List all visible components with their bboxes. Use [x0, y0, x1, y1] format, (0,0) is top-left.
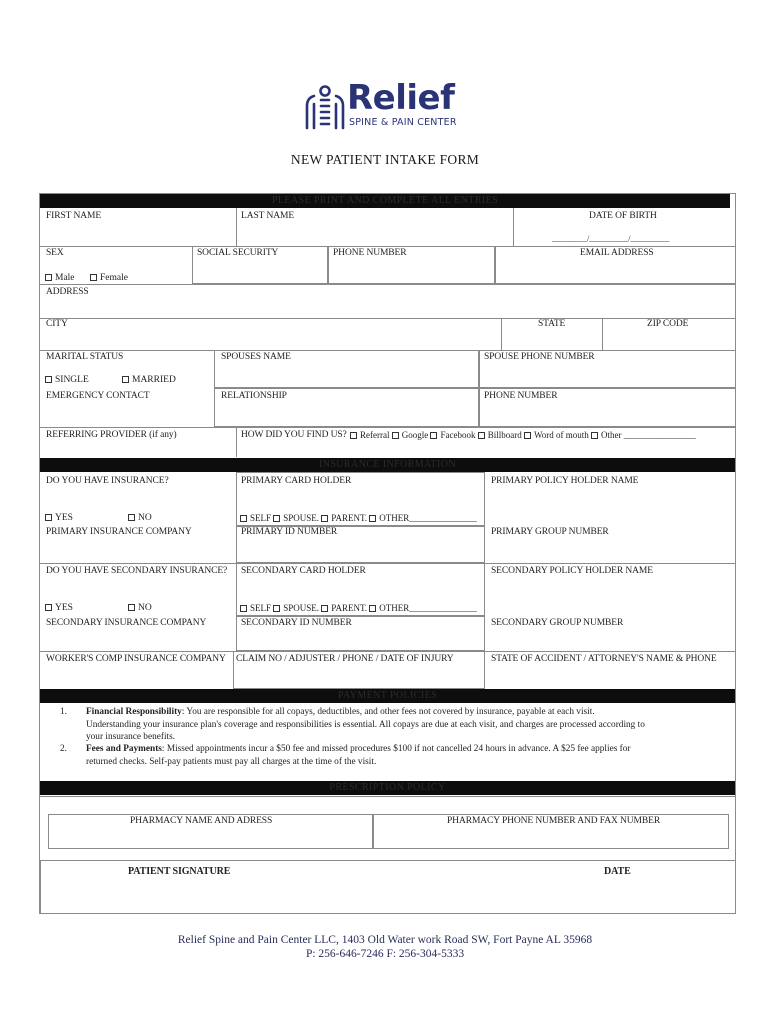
- primary-group-label: PRIMARY GROUP NUMBER: [491, 527, 609, 537]
- workers-comp-label: WORKER'S COMP INSURANCE COMPANY: [46, 654, 226, 664]
- find-us-label: HOW DID YOU FIND US?: [241, 430, 347, 440]
- logo-subtitle: SPINE & PAIN CENTER: [349, 117, 457, 128]
- dob-blank[interactable]: _________/__________/__________: [552, 234, 670, 243]
- dob-label: DATE OF BIRTH: [589, 211, 657, 221]
- footer-phone: P: 256-646-7246 F: 256-304-5333: [305, 948, 465, 960]
- checkbox-icon: [45, 514, 52, 521]
- checkbox-icon: [240, 515, 247, 522]
- no-option[interactable]: NO: [128, 513, 152, 523]
- pharmacy-name-label: PHARMACY NAME AND ADRESS: [130, 816, 273, 826]
- section-header-personal: PLEASE PRINT AND COMPLETE ALL ENTRIES: [40, 194, 730, 208]
- address-label: ADDRESS: [46, 287, 89, 297]
- checkbox-icon: [122, 376, 129, 383]
- email-label: EMAIL ADDRESS: [580, 248, 654, 258]
- checkbox-icon: [128, 514, 135, 521]
- checkbox-icon: [273, 605, 280, 612]
- secondary-id-label: SECONDARY ID NUMBER: [241, 618, 352, 628]
- zip-label: ZIP CODE: [647, 319, 689, 329]
- married-option[interactable]: MARRIED: [122, 375, 176, 385]
- female-option[interactable]: Female: [90, 273, 128, 283]
- policy-text: your insurance benefits.: [86, 732, 176, 742]
- logo-wordmark: Relief: [347, 78, 455, 118]
- secondary-policy-label: SECONDARY POLICY HOLDER NAME: [491, 566, 653, 576]
- secondary-yes-option[interactable]: YES: [45, 603, 73, 613]
- secondary-holder-label: SECONDARY CARD HOLDER: [241, 566, 366, 576]
- checkbox-icon: [321, 515, 328, 522]
- secondary-company-label: SECONDARY INSURANCE COMPANY: [46, 618, 207, 628]
- find-us-options[interactable]: Referral Google Facebook Billboard Word of mouth Other ________________: [350, 430, 696, 440]
- state-label: STATE: [538, 319, 566, 329]
- have-secondary-label: DO YOU HAVE SECONDARY INSURANCE?: [46, 566, 228, 576]
- primary-holder-label: PRIMARY CARD HOLDER: [241, 476, 352, 486]
- checkbox-icon: [478, 432, 485, 439]
- phone-label: PHONE NUMBER: [333, 248, 407, 258]
- relationship-label: RELATIONSHIP: [221, 391, 287, 401]
- logo: [303, 78, 463, 134]
- spine-figure-icon: [303, 84, 347, 132]
- accident-label: STATE OF ACCIDENT / ATTORNEY'S NAME & PHONE: [491, 654, 717, 664]
- referring-label: REFERRING PROVIDER (if any): [46, 430, 177, 440]
- checkbox-icon: [350, 432, 357, 439]
- primary-holder-options[interactable]: SELF SPOUSE. PARENT. OTHER_______________: [240, 513, 477, 523]
- primary-id-label: PRIMARY ID NUMBER: [241, 527, 338, 537]
- policy-title: Fees and Payments: [86, 744, 162, 754]
- form-title: NEW PATIENT INTAKE FORM: [290, 152, 480, 167]
- secondary-no-option[interactable]: NO: [128, 603, 152, 613]
- checkbox-icon: [392, 432, 399, 439]
- city-label: CITY: [46, 319, 68, 329]
- policy-title: Financial Responsibility: [86, 707, 182, 717]
- marital-label: MARITAL STATUS: [46, 352, 124, 362]
- spouse-phone-label: SPOUSE PHONE NUMBER: [484, 352, 595, 362]
- primary-company-label: PRIMARY INSURANCE COMPANY: [46, 527, 192, 537]
- list-number: 2.: [60, 744, 67, 754]
- secondary-holder-options[interactable]: SELF SPOUSE. PARENT. OTHER_______________: [240, 603, 477, 613]
- yes-option[interactable]: YES: [45, 513, 73, 523]
- claim-label: CLAIM NO / ADJUSTER / PHONE / DATE OF INJURY: [236, 654, 454, 664]
- emergency-phone-label: PHONE NUMBER: [484, 391, 558, 401]
- policy-text: returned checks. Self-pay patients must pay all charges at the time of the visit.: [86, 756, 377, 767]
- footer-address: Relief Spine and Pain Center LLC, 1403 Old Water work Road SW, Fort Payne AL 35968: [177, 934, 593, 946]
- section-header-payment: PAYMENT POLICIES: [40, 689, 735, 703]
- pharmacy-phone-label: PHARMACY PHONE NUMBER AND FAX NUMBER: [447, 816, 661, 826]
- policy-text: : You are responsible for all copays, deductibles, and other fees not covered by insurance, payable at each visit.: [181, 707, 595, 717]
- policy-text: : Missed appointments incur a $50 fee and missed procedures $100 if not cancelled 24 hours in advance. A $25 fee applies for: [161, 744, 631, 754]
- checkbox-icon: [240, 605, 247, 612]
- spouse-name-label: SPOUSES NAME: [221, 352, 291, 362]
- section-header-insurance: INSURANCE INFORMATION: [40, 458, 735, 472]
- emergency-label: EMERGENCY CONTACT: [46, 391, 150, 401]
- section-header-prescription: PRESCRIPTION POLICY: [40, 781, 735, 795]
- last-name-label: LAST NAME: [241, 211, 295, 221]
- male-option[interactable]: Male: [45, 273, 75, 283]
- checkbox-icon: [128, 604, 135, 611]
- single-option[interactable]: SINGLE: [45, 375, 89, 385]
- checkbox-icon: [369, 605, 376, 612]
- ssn-label: SOCIAL SECURITY: [197, 248, 279, 258]
- checkbox-icon: [430, 432, 437, 439]
- date-label: DATE: [604, 866, 631, 877]
- first-name-label: FIRST NAME: [46, 211, 102, 221]
- list-number: 1.: [60, 707, 67, 717]
- policy-text: Understanding your insurance plan's coverage and responsibilities is essential. All copays are due at each visit, and charges are processed according to: [86, 719, 645, 730]
- checkbox-icon: [321, 605, 328, 612]
- primary-policy-label: PRIMARY POLICY HOLDER NAME: [491, 476, 639, 486]
- checkbox-icon: [45, 376, 52, 383]
- checkbox-icon: [591, 432, 598, 439]
- checkbox-icon: [524, 432, 531, 439]
- signature-label: PATIENT SIGNATURE: [128, 866, 231, 877]
- checkbox-icon: [45, 274, 52, 281]
- checkbox-icon: [90, 274, 97, 281]
- checkbox-icon: [273, 515, 280, 522]
- checkbox-icon: [369, 515, 376, 522]
- have-insurance-label: DO YOU HAVE INSURANCE?: [46, 476, 169, 486]
- secondary-group-label: SECONDARY GROUP NUMBER: [491, 618, 624, 628]
- sex-label: SEX: [46, 248, 64, 258]
- checkbox-icon: [45, 604, 52, 611]
